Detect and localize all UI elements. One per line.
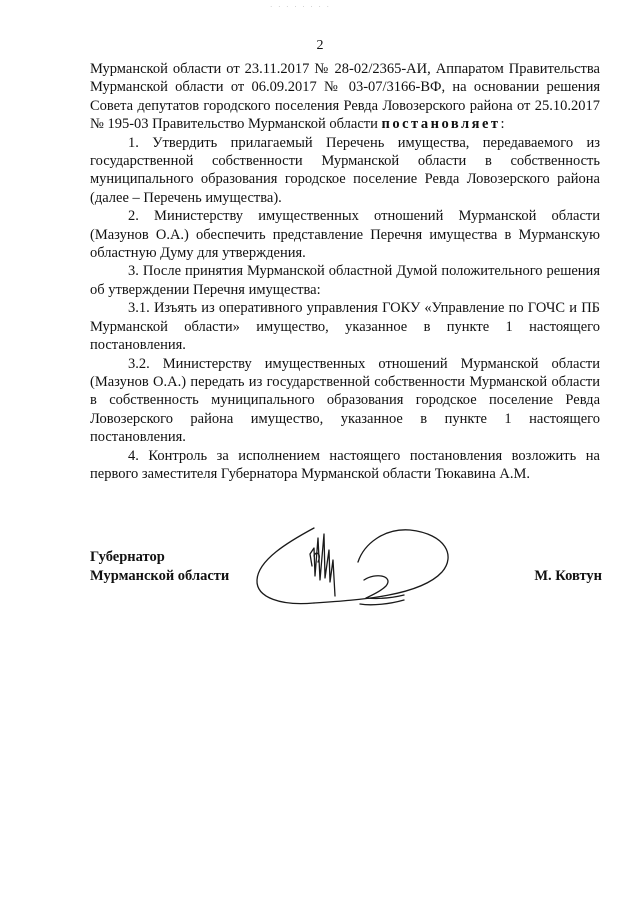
document-body (90, 60, 600, 483)
resolution-keyword: постановляет (381, 116, 501, 133)
signature-block (90, 548, 602, 608)
paragraph-item-1: 1. Утвердить прилагаемый Перечень имущества, передаваемого из государственной собственности Мурманской области в собственность муниципального образования городское поселение Ревда Ловозерского района (далее – Перечень имущества). (90, 134, 600, 206)
intro-colon: : (500, 116, 505, 133)
signer-name: М. Ковтун (534, 567, 602, 584)
paragraph-item-3-2: 3.2. Министерству имущественных отношений Мурманской области (Мазунов О.А.) передать из государственной собственности Мурманской области в собственность муниципального образования городское поселение Ревда Ловозерского района имущество, указанное в пункте 1 настоящего постановления. (90, 355, 600, 446)
signer-title-line-1: Губернатор (90, 549, 165, 565)
page-number: 2 (316, 38, 324, 53)
paragraph-item-4: 4. Контроль за исполнением настоящего постановления возложить на первого заместителя Губернатора Мурманской области Тюкавина А.М. (90, 447, 600, 482)
paragraph-item-3-1: 3.1. Изъять из оперативного управления ГОКУ «Управление по ГОЧС и ПБ Мурманской области» имущество, указанное в пункте 1 настоящего постановления. (90, 300, 600, 354)
signer-title (90, 548, 229, 585)
paragraph-item-3: 3. После принятия Мурманской областной Думой положительного решения об утверждении Перечня имущества: (90, 263, 600, 298)
paragraph-intro (90, 60, 600, 134)
paragraph-item-2: 2. Министерству имущественных отношений Мурманской области (Мазунов О.А.) обеспечить представление Перечня имущества в Мурманскую областную Думу для утверждения. (90, 208, 600, 262)
signer-title-line-2: Мурманской области (90, 567, 230, 584)
scan-artifact: · · · · · · · · (270, 3, 331, 11)
intro-text: Мурманской области от 23.11.2017 № 28-02/2365-АИ, Аппаратом Правительства Мурманской области от 06.09.2017 № 03-07/3166-ВФ, на основании решения Совета депутатов городского поселения Ревда Ловозерского района от 25.10.2017 № 195-03 Правительство Мурманской области (90, 61, 600, 133)
